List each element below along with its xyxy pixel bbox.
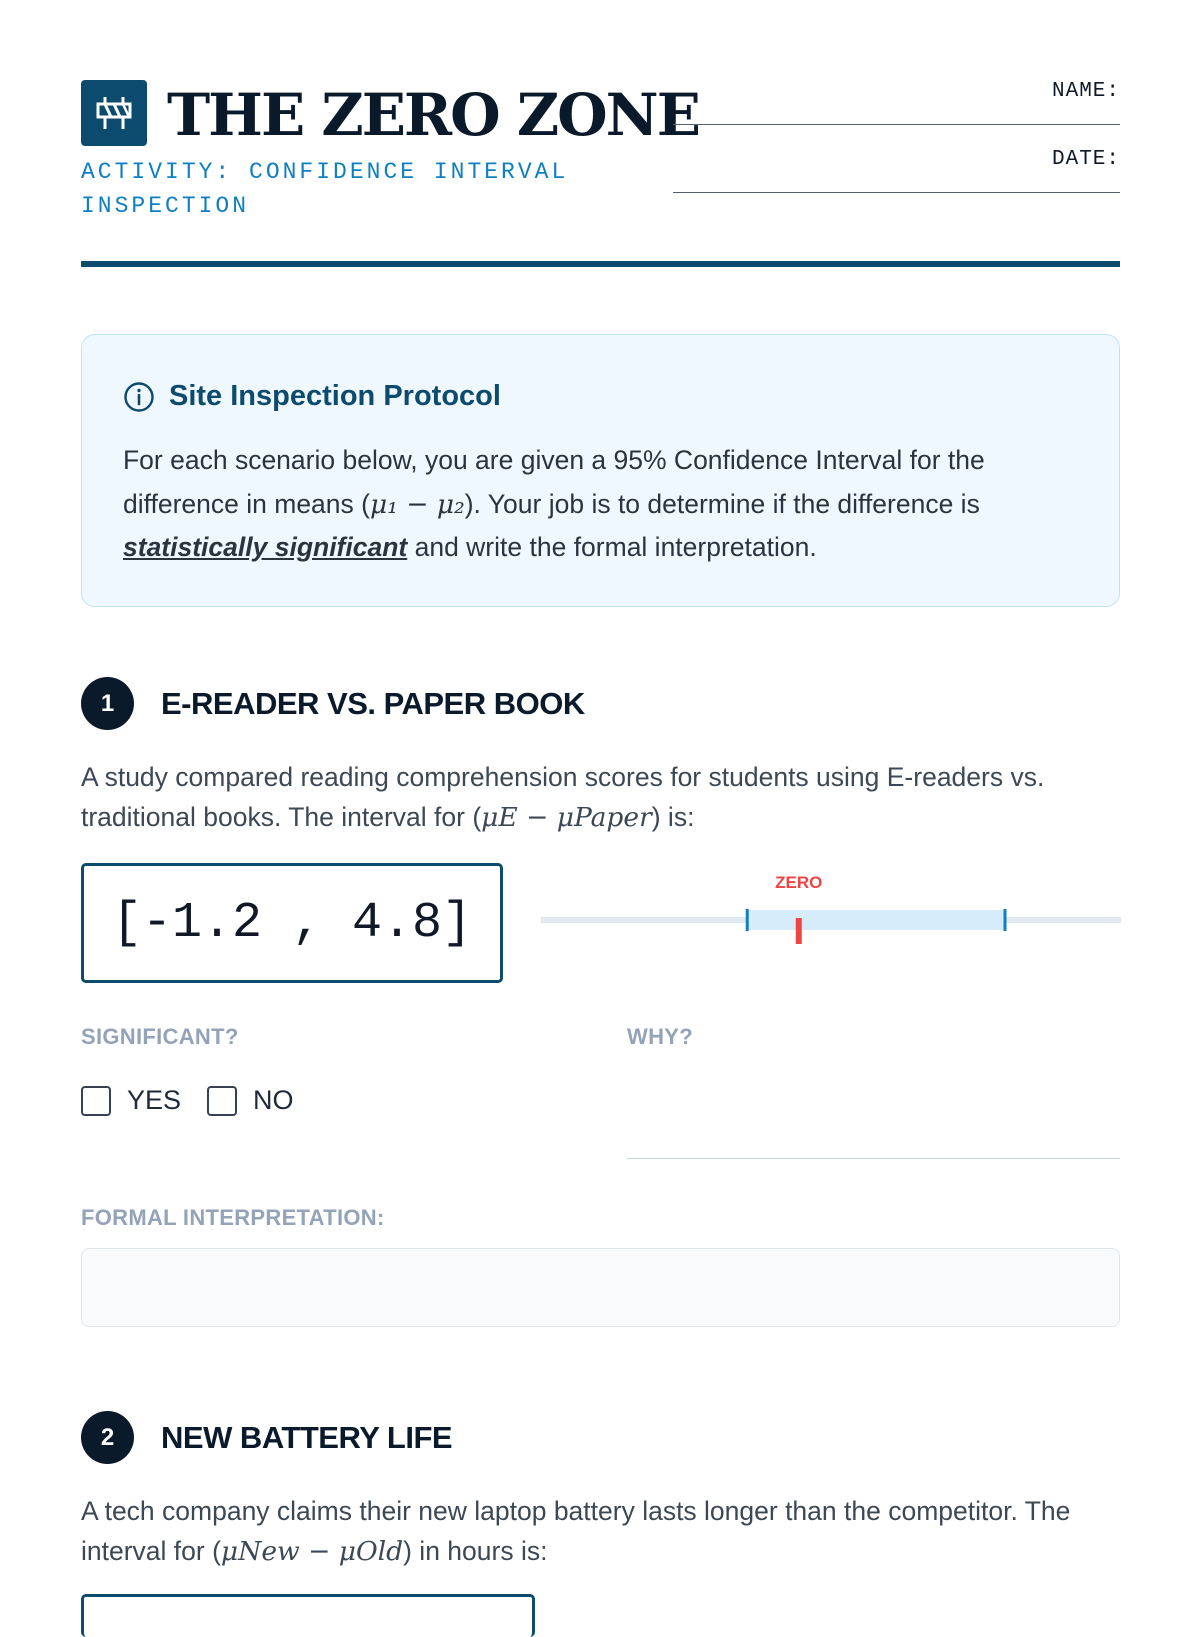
protocol-math: μ₁ − μ₂: [369, 488, 465, 520]
info-icon: [123, 381, 155, 413]
significant-label: SIGNIFICANT?: [81, 1024, 239, 1049]
name-label: NAME:: [1051, 80, 1120, 103]
protocol-text-part: For each scenario below, you are given a 95% Confidence Interval for the difference in means (: [123, 445, 985, 519]
confidence-band: [747, 910, 1005, 930]
header-divider: [81, 261, 1120, 267]
interval-number-line: [541, 868, 1121, 948]
number-line-graphic: [541, 868, 1121, 948]
scenario-desc-part: A study compared reading comprehension scores for students using E-readers vs. traditional books. The interval for (: [81, 762, 1045, 832]
roadblock-icon: [81, 80, 147, 146]
significance-options: [81, 1085, 320, 1116]
scenario-title: NEW BATTERY LIFE: [161, 1419, 453, 1455]
interval-display: [-1.2 , 4.8]: [81, 863, 503, 983]
scenario-2-header: [81, 1411, 452, 1464]
page-title: THE ZERO ZONE: [167, 81, 699, 149]
no-label: NO: [253, 1085, 294, 1115]
name-field[interactable]: [673, 80, 1120, 125]
scenario-2-description: [81, 1491, 1120, 1572]
protocol-emphasis: statistically significant: [123, 532, 408, 562]
no-option[interactable]: [207, 1085, 294, 1116]
protocol-box: [81, 334, 1120, 607]
date-field[interactable]: [673, 148, 1120, 193]
yes-label: YES: [127, 1085, 182, 1115]
date-label: DATE:: [1051, 148, 1120, 171]
scenario-math: μNew − μOld: [220, 1536, 404, 1567]
scenario-1-header: [81, 677, 585, 730]
protocol-instructions: [123, 439, 1083, 570]
protocol-title: Site Inspection Protocol: [169, 380, 501, 412]
scenario-number-badge: 1: [81, 677, 134, 730]
scenario-title: E-READER VS. PAPER BOOK: [161, 685, 585, 721]
scenario-desc-part: A tech company claims their new laptop battery lasts longer than the competitor. The interval for (: [81, 1496, 1071, 1566]
activity-subtitle: ACTIVITY: CONFIDENCE INTERVAL INSPECTION: [81, 159, 569, 219]
scenario-desc-part: ) is:: [651, 802, 695, 832]
scenario-number-badge: 2: [81, 1411, 134, 1464]
interpretation-input[interactable]: [81, 1248, 1120, 1327]
scenario-1-description: [81, 757, 1120, 838]
interpretation-label: FORMAL INTERPRETATION:: [81, 1205, 385, 1230]
interval-display-partial: [81, 1594, 535, 1637]
zero-marker: [796, 918, 802, 944]
no-checkbox[interactable]: [207, 1086, 237, 1116]
yes-checkbox[interactable]: [81, 1086, 111, 1116]
why-label: WHY?: [627, 1024, 693, 1049]
protocol-text-part: ). Your job is to determine if the difference is: [464, 488, 980, 519]
scenario-math: μE − μPaper: [481, 802, 652, 833]
zero-label: ZERO: [775, 873, 823, 892]
yes-option[interactable]: [81, 1085, 181, 1116]
why-answer-line[interactable]: [627, 1158, 1120, 1159]
protocol-text-part: and write the formal interpretation.: [407, 532, 817, 562]
scenario-desc-part: ) in hours is:: [403, 1536, 548, 1566]
protocol-header: [123, 380, 501, 413]
worksheet-header: [81, 80, 1120, 220]
